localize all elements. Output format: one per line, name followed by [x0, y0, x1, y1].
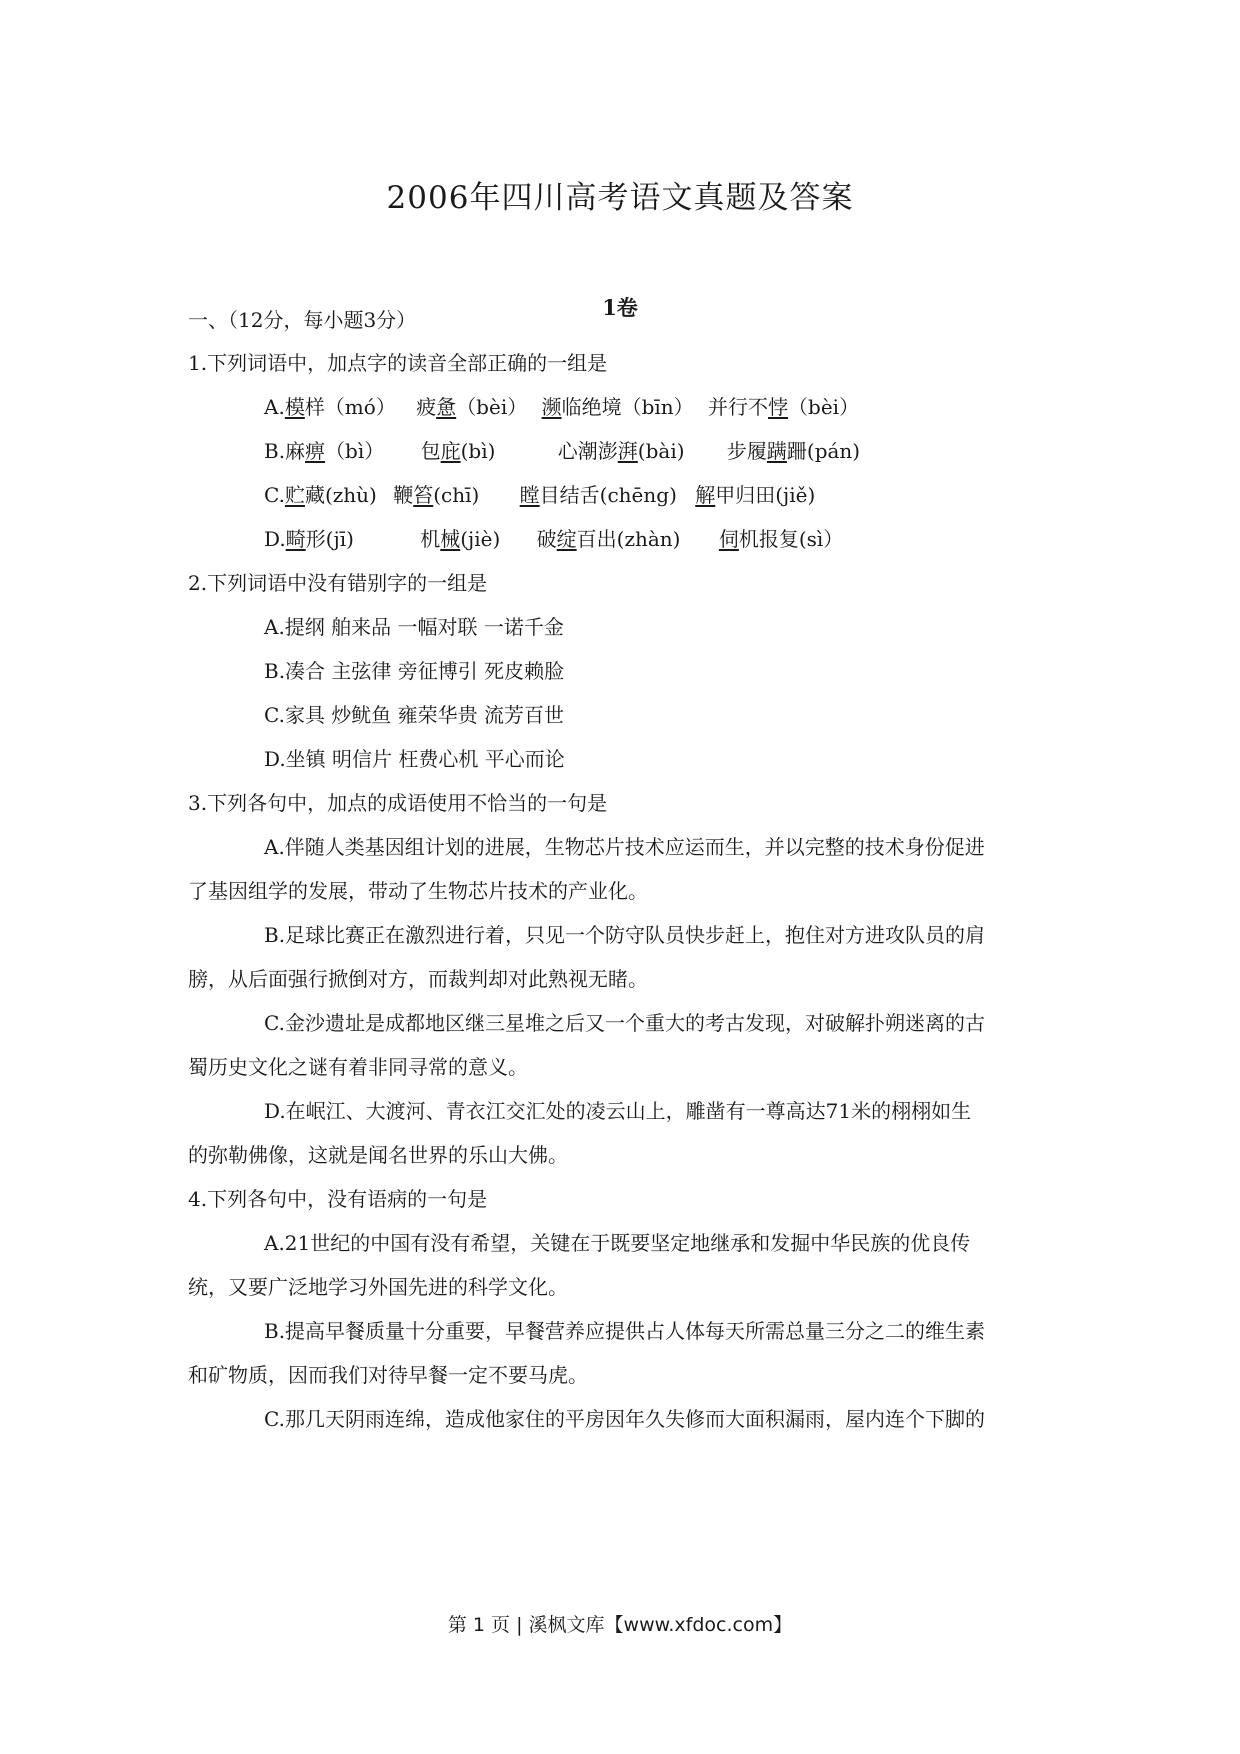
question-3-option-c: C.金沙遗址是成都地区继三星堆之后又一个重大的考古发现，对破解扑朔迷离的古 — [264, 1011, 985, 1035]
option-item: A.模样（mó） — [264, 395, 396, 419]
question-2-option-c: C.家具 炒鱿鱼 雍荣华贵 流芳百世 — [264, 703, 565, 727]
option-item: 破绽百出(zhàn) — [536, 527, 681, 551]
option-item: 机械(jiè) — [420, 527, 501, 551]
question-4-option-b-cont: 和矿物质，因而我们对待早餐一定不要马虎。 — [188, 1363, 588, 1387]
question-2-option-a: A.提纲 舶来品 一幅对联 一诺千金 — [264, 615, 564, 639]
question-2-option-d: D.坐镇 明信片 枉费心机 平心而论 — [264, 747, 565, 771]
question-2-option-b: B.凑合 主弦律 旁征博引 死皮赖脸 — [264, 659, 565, 683]
question-3-option-c-cont: 蜀历史文化之谜有着非同寻常的意义。 — [188, 1055, 528, 1079]
question-4-stem: 4.下列各句中，没有语病的一句是 — [188, 1187, 488, 1211]
option-item: 解甲归田(jiě) — [695, 483, 816, 507]
option-item: 鞭笞(chī) — [393, 483, 480, 507]
question-4-option-b: B.提高早餐质量十分重要，早餐营养应提供占人体每天所需总量三分之二的维生素 — [264, 1319, 986, 1343]
option-item: 濒临绝境（bīn） — [541, 395, 694, 419]
option-item: 伺机报复(sì） — [718, 527, 844, 551]
question-3-stem: 3.下列各句中，加点的成语使用不恰当的一句是 — [188, 791, 608, 815]
question-4-option-a: A.21世纪的中国有没有希望，关键在于既要坚定地继承和发掘中华民族的优良传 — [264, 1231, 971, 1255]
section-heading: 1卷 — [602, 295, 638, 320]
question-3-option-d-cont: 的弥勒佛像，这就是闻名世界的乐山大佛。 — [188, 1143, 568, 1167]
option-item: 心潮澎湃(bài) — [557, 439, 685, 463]
option-item: 并行不悖（bèi） — [708, 395, 860, 419]
question-1-option-a — [264, 393, 859, 421]
option-item: 瞠目结舌(chēng) — [519, 483, 677, 507]
question-4-option-c: C.那几天阴雨连绵，造成他家住的平房因年久失修而大面积漏雨，屋内连个下脚的 — [264, 1407, 985, 1431]
question-1-stem: 1.下列词语中，加点字的读音全部正确的一组是 — [188, 351, 608, 375]
question-3-option-b: B.足球比赛正在激烈进行着，只见一个防守队员快步赶上，抱住对方进攻队员的肩 — [264, 923, 986, 947]
question-1-option-d — [264, 525, 843, 553]
question-1-option-b — [264, 437, 860, 465]
option-item: B.麻痹（bì） — [264, 439, 385, 463]
question-3-option-b-cont: 膀，从后面强行掀倒对方，而裁判却对此熟视无睹。 — [188, 967, 648, 991]
question-4-option-a-cont: 统，又要广泛地学习外国先进的科学文化。 — [188, 1275, 568, 1299]
question-3-option-a: A.伴随人类基因组计划的进展，生物芯片技术应运而生，并以完整的技术身份促进 — [264, 835, 985, 859]
option-item: C.贮藏(zhù) — [264, 483, 377, 507]
part-heading: 一、（12分，每小题3分） — [188, 308, 417, 332]
option-item: 包庇(bì) — [420, 439, 496, 463]
option-item: 疲惫（bèi） — [416, 395, 528, 419]
question-1-option-c — [264, 481, 815, 509]
option-item: D.畸形(jī) — [264, 527, 354, 551]
question-3-option-d: D.在岷江、大渡河、青衣江交汇处的凌云山上，雕凿有一尊高达71米的栩栩如生 — [264, 1099, 972, 1123]
document-title: 2006年四川高考语文真题及答案 — [386, 180, 854, 216]
page-footer: 第 1 页 | 溪枫文库【www.xfdoc.com】 — [447, 1614, 793, 1636]
option-item: 步履蹒跚(pán) — [726, 439, 861, 463]
question-2-stem: 2.下列词语中没有错别字的一组是 — [188, 571, 488, 595]
question-3-option-a-cont: 了基因组学的发展，带动了生物芯片技术的产业化。 — [188, 879, 648, 903]
